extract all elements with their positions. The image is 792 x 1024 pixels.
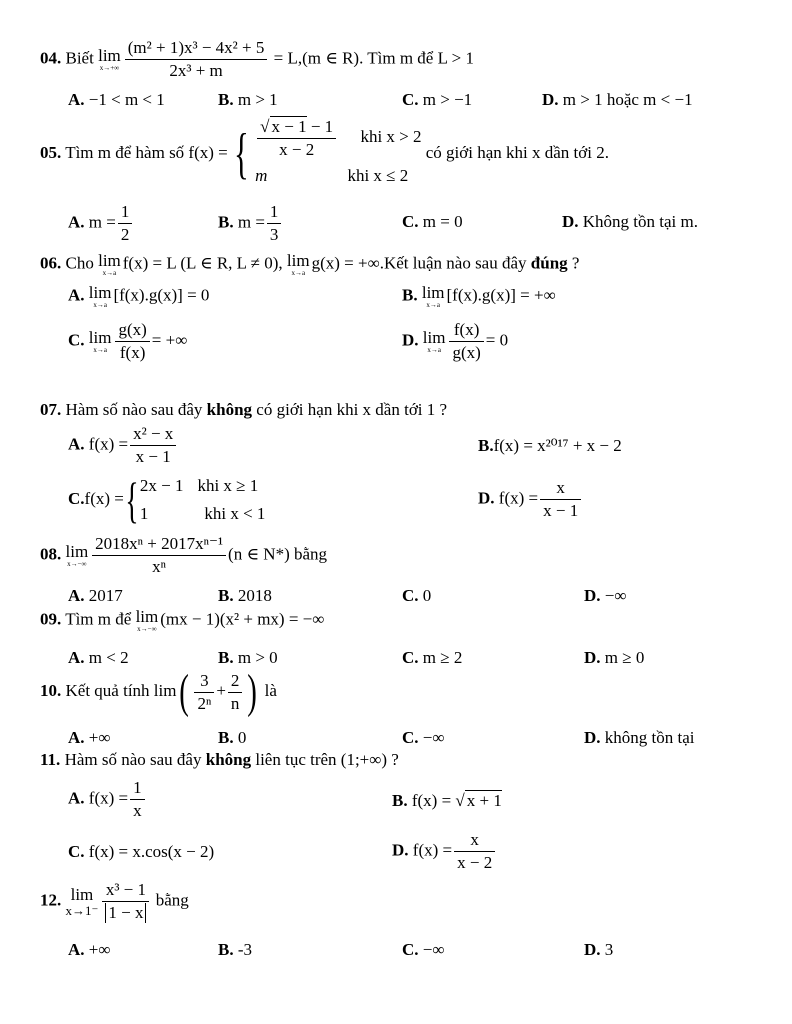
q05-option-a[interactable]: A. m = $\frac{1}{2}$ (68, 202, 134, 245)
question-09: 09. Tìm m để lim x→−∞ (mx − 1)(x² + mx) = −∞ (40, 607, 325, 633)
q09-option-d[interactable]: D. m ≥ 0 (584, 648, 645, 667)
question-intro: Biết (65, 48, 94, 68)
q12-option-c[interactable]: C. −∞ (402, 940, 445, 959)
question-number: 05. (40, 142, 62, 162)
q06-option-c[interactable]: C. lim x→a $\frac{g(x)}{f(x)}$ = +∞ (68, 320, 188, 362)
piecewise-function: $\frac{√ x - 1 - 1}{x - 2}$ khi x > 2 m khi x ≤ 2 (255, 117, 422, 185)
q07-option-b[interactable]: B.f(x) = x²⁰¹⁷ + x − 2 (478, 436, 622, 455)
q10-option-d[interactable]: D. không tồn tại (584, 728, 695, 747)
q07-option-d[interactable]: D. f(x) = $\frac{x}{x - 1}$ (478, 478, 583, 521)
q12-option-d[interactable]: D. 3 (584, 940, 614, 959)
q05-option-c[interactable]: C. m = 0 (402, 212, 463, 231)
question-tail: = L,(m ∈ R). Tìm m để L > 1 (273, 48, 474, 68)
question-10: 10. Kết quả tính lim( $\frac{3}{\text{2ⁿ}}$ + $\frac{2}{n}$ ) là (40, 665, 277, 718)
question-number: 08. (40, 544, 62, 564)
q10-option-b[interactable]: B. 0 (218, 728, 247, 747)
q04-option-a[interactable]: A. −1 < m < 1 (68, 90, 165, 109)
q06-option-d[interactable]: D. lim x→a $\frac{f(x)}{g(x)}$ = 0 (402, 320, 509, 362)
question-number: 10. (40, 680, 62, 700)
q06-option-b[interactable]: B. lim x→a [f(x).g(x)] = +∞ (402, 283, 556, 309)
question-intro: Tìm m để hàm số f(x) = (65, 142, 228, 162)
q08-option-d[interactable]: D. −∞ (584, 586, 627, 605)
q08-option-b[interactable]: B. 2018 (218, 586, 272, 605)
q11-option-b[interactable]: B. f(x) = √ x + 1 (392, 791, 502, 810)
q07-option-a[interactable]: A. f(x) = $\frac{\text{x² − x}}{x - 1}$ (68, 424, 178, 467)
question-08: 08. lim x→−∞ $\frac{\text{2018xⁿ + 2017xⁿ⁻¹}}{\text{xⁿ}}$ (n ∈ N*) bằng (40, 534, 328, 576)
q08-option-a[interactable]: A. 2017 (68, 586, 123, 605)
question-number: 06. (40, 253, 62, 273)
limit-operator: lim x→+∞ (98, 46, 121, 72)
q10-option-a[interactable]: A. +∞ (68, 728, 111, 747)
limit-fraction: $\frac{\text{(m² + 1)x³ − 4x² + 5}}{\text{2x³ + m}}$ (125, 38, 268, 81)
q08-option-c[interactable]: C. 0 (402, 586, 432, 605)
question-number: 04. (40, 48, 62, 68)
q10-option-c[interactable]: C. −∞ (402, 728, 445, 747)
q11-option-c[interactable]: C. f(x) = x.cos(x − 2) (68, 842, 215, 861)
question-number: 12. (40, 890, 62, 910)
q12-option-a[interactable]: A. +∞ (68, 940, 111, 959)
question-04 (40, 38, 474, 81)
question-number: 07. (40, 400, 62, 419)
q09-option-a[interactable]: A. m < 2 (68, 648, 129, 667)
q09-option-b[interactable]: B. m > 0 (218, 648, 278, 667)
q07-option-c[interactable]: C.f(x) ={ 2x − 1 khi x ≥ 1 1 khi x < 1 (68, 472, 266, 528)
question-12: 12. lim x→1⁻ $\frac{\text{x³ − 1}}{1 - x}$ bằng (40, 880, 189, 922)
q12-option-b[interactable]: B. -3 (218, 940, 253, 959)
question-number: 09. (40, 609, 62, 629)
question-05: 05. Tìm m để hàm số f(x) = { $\frac{√ x - 1 - 1}{x - 2}$ khi x > 2 m khi x ≤ 2 có giới hạn khi x dần tới 2. (40, 116, 609, 192)
q09-option-c[interactable]: C. m ≥ 2 (402, 648, 463, 667)
q05-option-b[interactable]: B. m = $\frac{1}{3}$ (218, 202, 283, 245)
question-tail: có giới hạn khi x dần tới 2. (425, 142, 609, 162)
question-07: 07. Hàm số nào sau đây không có giới hạn khi x dần tới 1 ? (40, 400, 448, 419)
q04-option-c[interactable]: C. m > −1 (402, 90, 473, 109)
question-11: 11. Hàm số nào sau đây không liên tục trên (1;+∞) ? (40, 750, 399, 769)
question-number: 11. (40, 750, 61, 769)
q04-option-d[interactable]: D. m > 1 hoặc m < −1 (542, 90, 693, 109)
q05-option-d[interactable]: D. Không tồn tại m. (562, 212, 698, 231)
question-06: 06. Cho lim x→a f(x) = L (L ∈ R, L ≠ 0), lim x→a g(x) = +∞.Kết luận nào sau đây đúng ? (40, 251, 580, 277)
q11-option-d[interactable]: D. f(x) = $\frac{x}{x - 2}$ (392, 830, 497, 873)
q06-option-a[interactable]: A. lim x→a [f(x).g(x)] = 0 (68, 283, 210, 309)
q04-option-b[interactable]: B. m > 1 (218, 90, 278, 109)
q11-option-a[interactable]: A. f(x) = $\frac{1}{x}$ (68, 778, 147, 821)
